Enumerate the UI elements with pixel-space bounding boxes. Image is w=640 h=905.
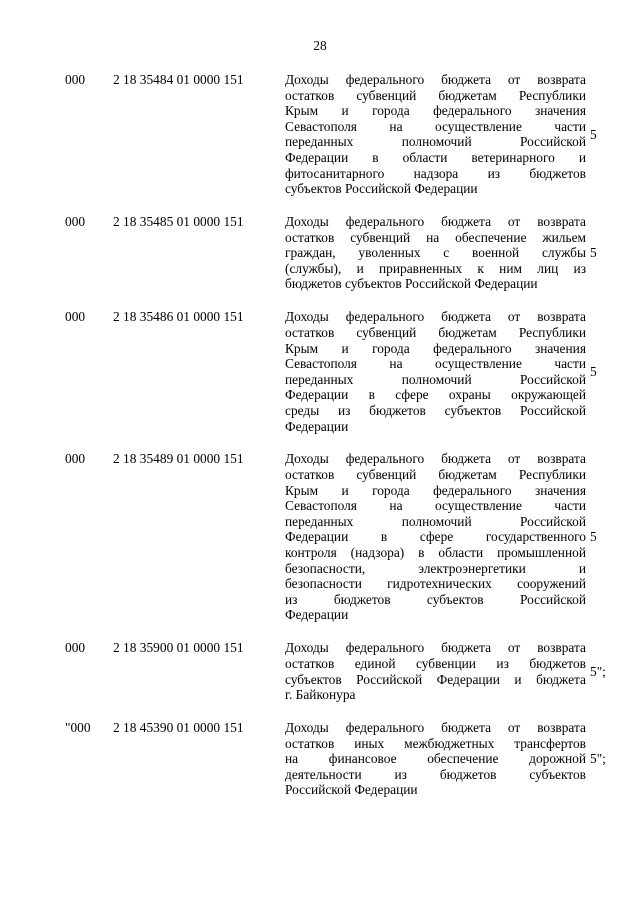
- description-line: граждан, уволенных с военной службы: [285, 245, 586, 261]
- table-row: [0, 640, 640, 702]
- description-line: Федерации в сфере государственного: [285, 529, 586, 545]
- description-line: бюджетов субъектов Российской Федерации: [285, 276, 538, 292]
- description-line: Российской Федерации: [285, 782, 418, 798]
- description-line: контроля (надзора) в области промышленной: [285, 545, 586, 561]
- description-line: Крым и города федерального значения: [285, 482, 586, 498]
- description-line: остатков субвенций на обеспечение жильем: [285, 229, 586, 245]
- revenue-description: [285, 451, 586, 623]
- description-line: Доходы федерального бюджета от возврата: [285, 451, 586, 467]
- classification-code: 2 18 35486 01 0000 151: [113, 309, 244, 325]
- admin-code: 000: [65, 451, 86, 467]
- admin-code: 000: [65, 72, 86, 87]
- description-line: переданных полномочий Российской: [285, 371, 586, 387]
- norm-value: 5";: [590, 751, 606, 767]
- norm-value: 5: [590, 245, 597, 261]
- description-line: Доходы федерального бюджета от возврата: [285, 720, 586, 736]
- description-line: среды из бюджетов субъектов Российской: [285, 402, 586, 418]
- description-line: остатков субвенций бюджетам Республики: [285, 324, 586, 340]
- description-line: Федерации: [285, 607, 349, 623]
- admin-code: 000: [65, 214, 86, 230]
- description-line: переданных полномочий Российской: [285, 513, 586, 529]
- description-line: г. Байконура: [285, 687, 356, 703]
- description-line: на финансовое обеспечение дорожной: [285, 751, 586, 767]
- description-line: Доходы федерального бюджета от возврата: [285, 72, 586, 87]
- description-line: Федерации: [285, 418, 349, 434]
- description-line: Севастополя на осуществление части: [285, 498, 586, 514]
- classification-code: 2 18 35484 01 0000 151: [113, 72, 244, 87]
- description-line: (службы), и приравненных к ним лиц из: [285, 260, 586, 276]
- table-row: [0, 720, 640, 798]
- description-line: остатков субвенций бюджетам Республики: [285, 467, 586, 483]
- table-row: [0, 451, 640, 623]
- description-line: остатков субвенций бюджетам Республики: [285, 87, 586, 103]
- revenue-description: [285, 309, 586, 434]
- description-line: остатков единой субвенции из бюджетов: [285, 655, 586, 671]
- description-line: из бюджетов субъектов Российской: [285, 591, 586, 607]
- table-row: [0, 309, 640, 434]
- norm-value: 5: [590, 363, 597, 379]
- revenue-description: [285, 720, 586, 798]
- admin-code: "000: [65, 720, 91, 736]
- description-line: Федерации в области ветеринарного и: [285, 149, 586, 165]
- description-line: Севастополя на осуществление части: [285, 118, 586, 134]
- description-line: Доходы федерального бюджета от возврата: [285, 214, 586, 230]
- description-line: фитосанитарного надзора из бюджетов: [285, 165, 586, 181]
- description-line: Доходы федерального бюджета от возврата: [285, 640, 586, 656]
- classification-code: 2 18 35900 01 0000 151: [113, 640, 244, 656]
- description-line: безопасности гидротехнических сооружений: [285, 576, 586, 592]
- classification-code: 2 18 45390 01 0000 151: [113, 720, 244, 736]
- revenue-description: [285, 72, 586, 197]
- description-line: Федерации в сфере охраны окружающей: [285, 387, 586, 403]
- revenue-description: [285, 640, 586, 702]
- description-line: переданных полномочий Российской: [285, 134, 586, 150]
- description-line: остатков иных межбюджетных трансфертов: [285, 735, 586, 751]
- budget-table: [0, 72, 640, 815]
- description-line: субъектов Российской Федерации и бюджета: [285, 671, 586, 687]
- admin-code: 000: [65, 640, 86, 656]
- norm-value: 5";: [590, 663, 606, 679]
- description-line: Севастополя на осуществление части: [285, 356, 586, 372]
- admin-code: 000: [65, 309, 86, 325]
- revenue-description: [285, 214, 586, 292]
- description-line: Крым и города федерального значения: [285, 340, 586, 356]
- description-line: безопасности, электроэнергетики и: [285, 560, 586, 576]
- page-number: 28: [313, 38, 327, 53]
- description-line: Доходы федерального бюджета от возврата: [285, 309, 586, 325]
- description-line: деятельности из бюджетов субъектов: [285, 766, 586, 782]
- norm-value: 5: [590, 529, 597, 545]
- table-row: [0, 72, 640, 197]
- description-line: Крым и города федерального значения: [285, 103, 586, 119]
- description-line: субъектов Российской Федерации: [285, 181, 478, 197]
- norm-value: 5: [590, 126, 597, 142]
- classification-code: 2 18 35489 01 0000 151: [113, 451, 244, 467]
- classification-code: 2 18 35485 01 0000 151: [113, 214, 244, 230]
- table-row: [0, 214, 640, 292]
